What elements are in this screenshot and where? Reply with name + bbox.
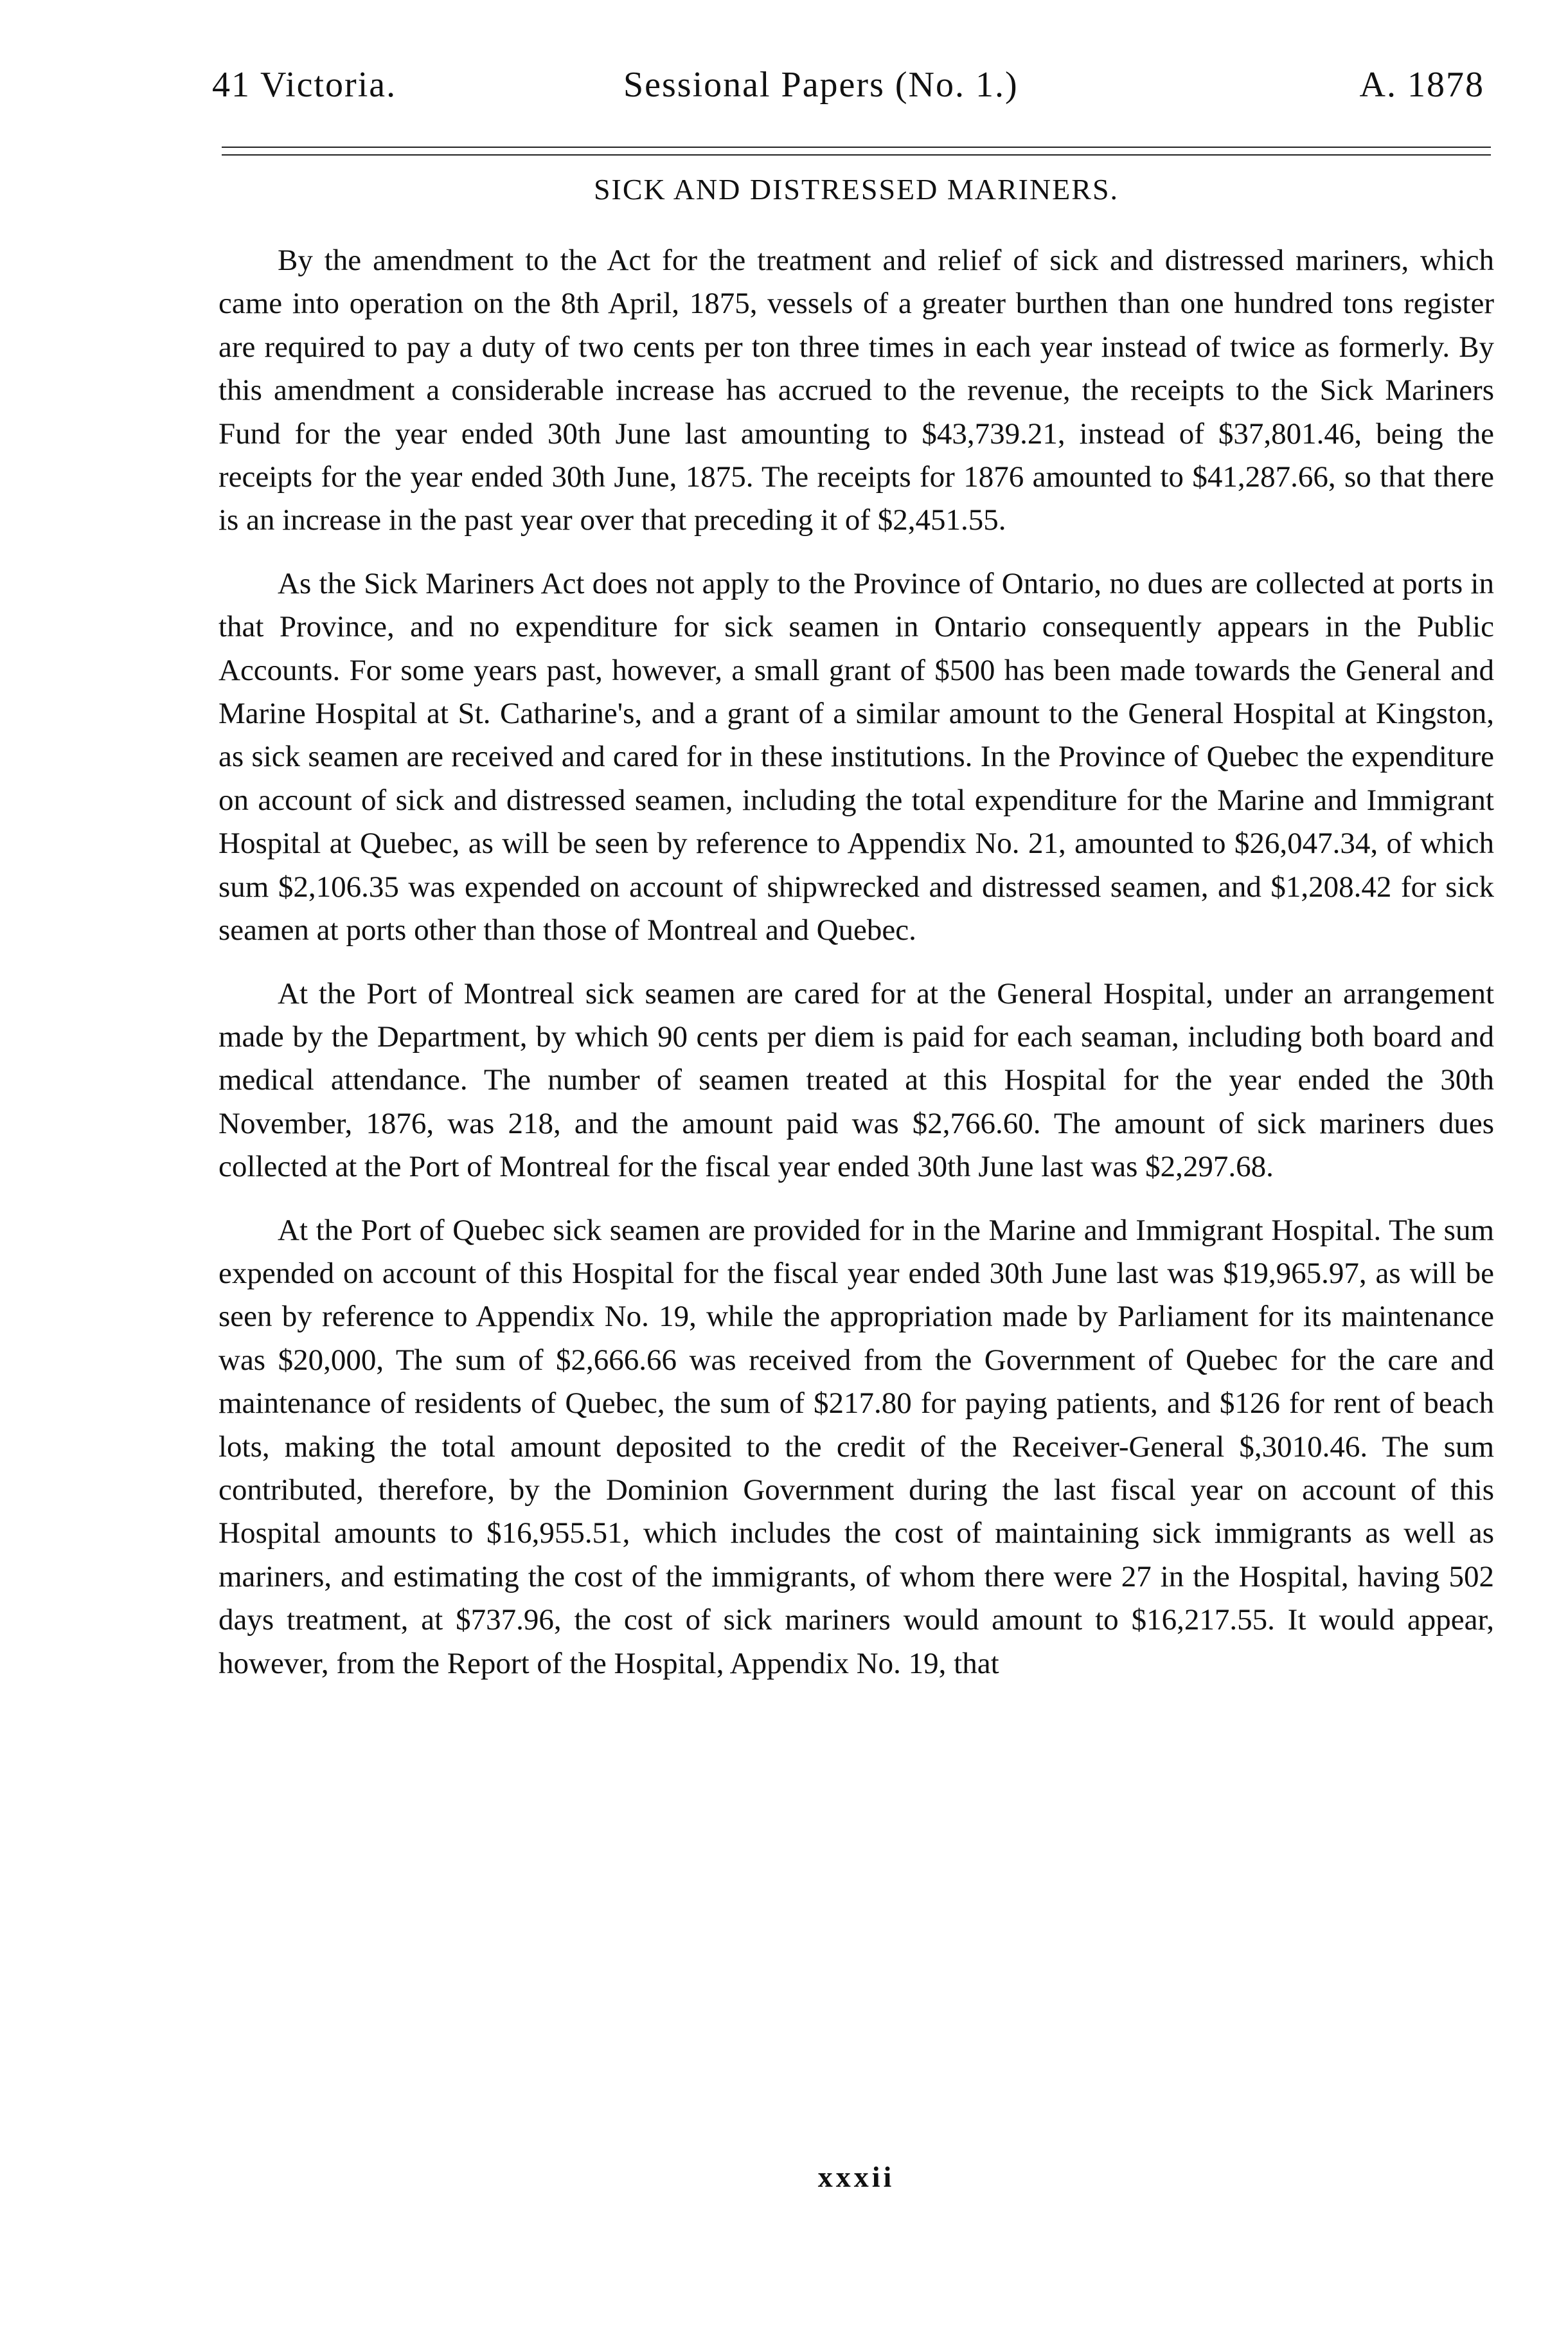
header-series: Sessional Papers (No. 1.) (623, 65, 1019, 105)
page-number: xxxii (817, 2160, 895, 2193)
body-text (218, 239, 1494, 1685)
header-rule-bottom (222, 154, 1491, 156)
paragraph-2: As the Sick Mariners Act does not apply to the Province of Ontario, no dues are collected at ports in that Province, and no expenditure for sick seamen in Ontario consequently appears in the Public Accounts. For some years past, however, a small grant of $500 has been made towards the General and Marine Hospital at St. Catharine's, and a grant of a similar amount to the General Hospital at Kingston, as sick seamen are received and cared for in these institutions. In the Province of Quebec the expenditure on account of sick and distressed seamen, including the total expenditure for the Marine and Immigrant Hospital at Quebec, as will be seen by reference to Appendix No. 21, amounted to $26,047.34, of which sum $2,106.35 was expended on account of shipwrecked and distressed seamen, and $1,208.42 for sick seamen at ports other than those of Montreal and Quebec. (218, 566, 1494, 947)
header-year: A. 1878 (1359, 65, 1484, 105)
header-rule-top (222, 147, 1491, 148)
running-header (212, 64, 1491, 122)
section-title: SICK AND DISTRESSED MARINERS. (593, 173, 1119, 206)
paragraph-4: At the Port of Quebec sick seamen are provided for in the Marine and Immigrant Hospital. The sum expended on account of this Hospital for the fiscal year ended 30th June last was $19,965.97, as will be seen by reference to Appendix No. 19, while the appropriation made by Parliament for its maintenance was $20,000, The sum of $2,666.66 was received from the Government of Quebec for the care and maintenance of residents of Quebec, the sum of $217.80 for paying patients, and $126 for rent of beach lots, making the total amount deposited to the credit of the Receiver-General $,3010.46. The sum contributed, therefore, by the Dominion Government during the last fiscal year on account of this Hospital amounts to $16,955.51, which includes the cost of maintaining sick immigrants as well as mariners, and estimating the cost of the immigrants, of whom there were 27 in the Hospital, having 502 days treatment, at $737.96, the cost of sick mariners would amount to $16,217.55. It would appear, however, from the Report of the Hospital, Appendix No. 19, that (218, 1213, 1494, 1680)
paragraph-3: At the Port of Montreal sick seamen are cared for at the General Hospital, under an arrangement made by the Department, by which 90 cents per diem is paid for each seaman, including both board and medical attendance. The number of seamen treated at this Hospital for the year ended the 30th November, 1876, was 218, and the amount paid was $2,766.60. The amount of sick mariners dues collected at the Port of Montreal for the fiscal year ended 30th June last was $2,297.68. (218, 976, 1494, 1184)
paragraph-1: By the amendment to the Act for the treatment and relief of sick and distressed mariners, which came into operation on the 8th April, 1875, vessels of a greater burthen than one hundred tons register are required to pay a duty of two cents per ton three times in each year instead of twice as formerly. By this amendment a considerable increase has accrued to the revenue, the receipts to the Sick Mariners Fund for the year ended 30th June last amounting to $43,739.21, instead of $37,801.46, being the receipts for the year ended 30th June, 1875. The receipts for 1876 amounted to $41,287.66, so that there is an increase in the past year over that preceding it of $2,451.55. (218, 244, 1494, 537)
header-volume: 41 Victoria. (212, 65, 397, 105)
